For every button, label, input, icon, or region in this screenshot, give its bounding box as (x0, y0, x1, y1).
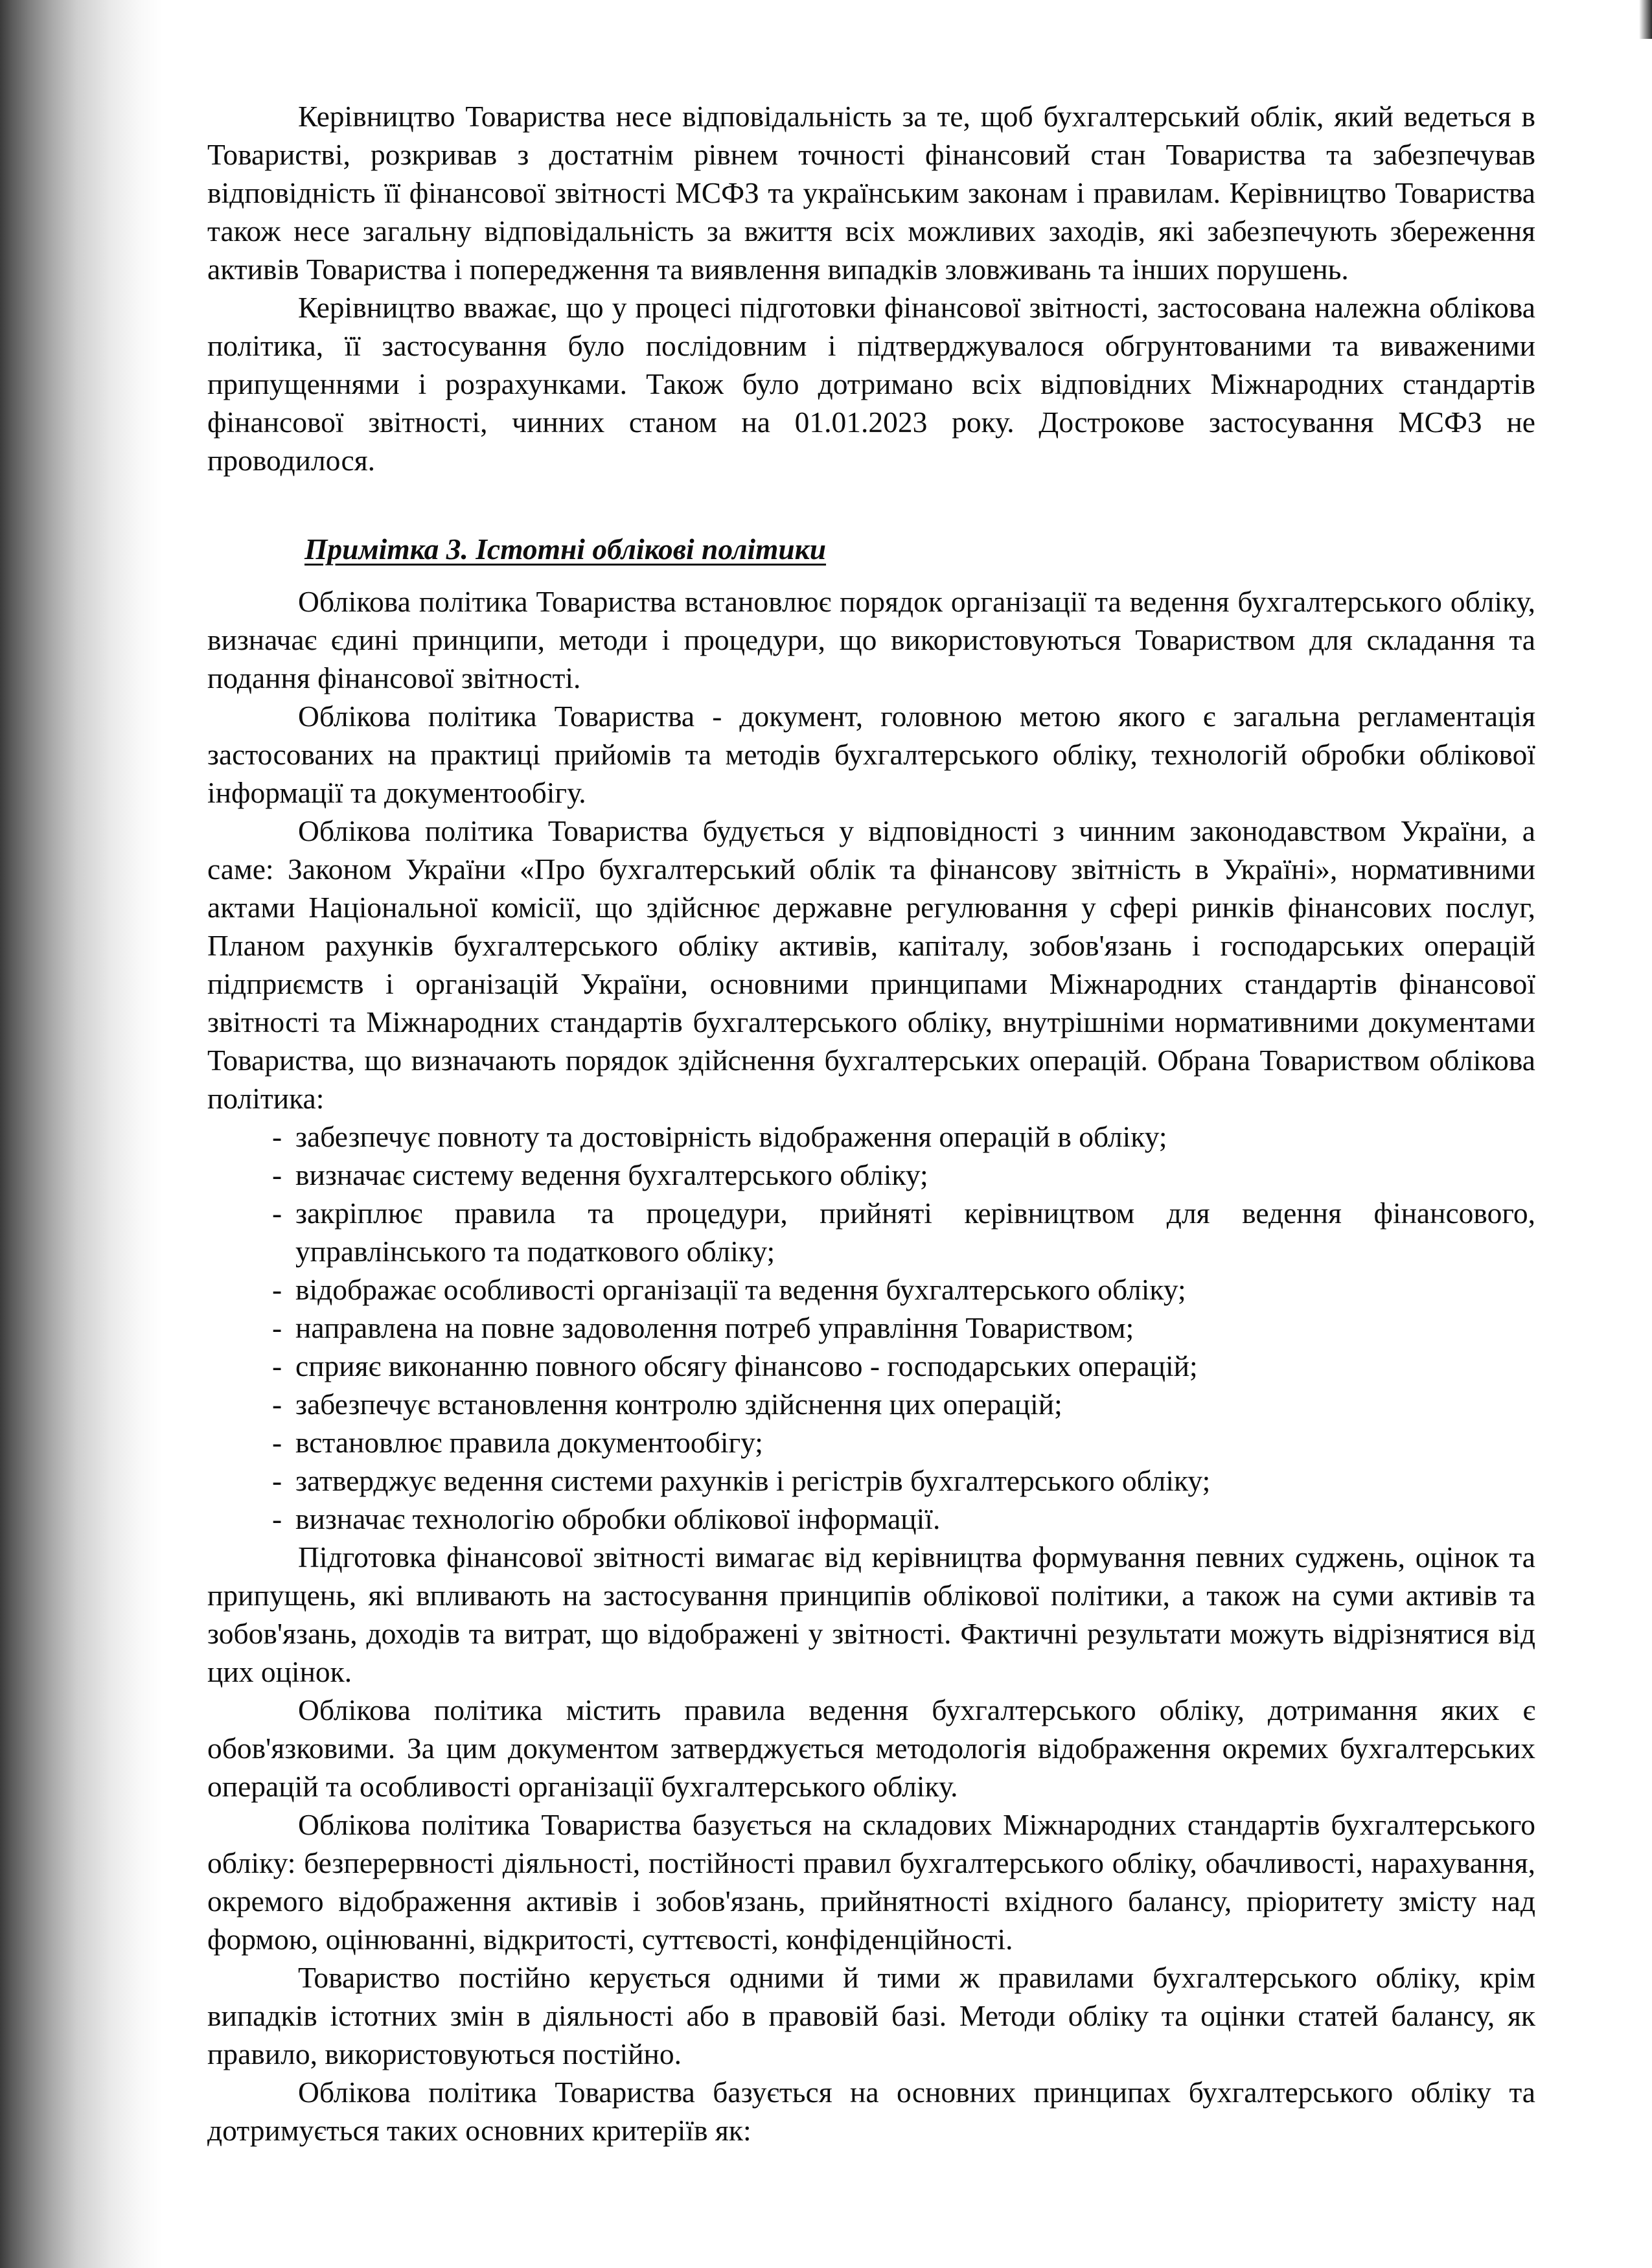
list-item: - направлена на повне задоволення потреб управління Товариством; (272, 1311, 1134, 1344)
paragraph-policy-legislation: Облікова політика Товариства будується у відповідності з чинним законодавством України, а саме: Законом України «Про бухгалтерський облік та фінансову звітність в Україні», нормативними актами Національної комісії, що здійснює державне регулювання у сфері ринків фінансових послуг, Планом рахунків бухгалтерського обліку активів, капіталу, зобов'язань і господарських операцій підприємств і організацій України, основними принципами Міжнародних стандартів фінансової звітності та Міжнародних стандартів бухгалтерського обліку, внутрішніми нормативними документами Товариства, що визначають порядок здійснення бухгалтерських операцій. Обрана Товариством облікова політика: (207, 814, 1535, 1115)
list-item: - затверджує ведення системи рахунків і регістрів бухгалтерського обліку; (272, 1464, 1211, 1497)
paragraph-policy-establishes: Облікова політика Товариства встановлює порядок організації та ведення бухгалтерського обліку, визначає єдині принципи, методи і процедури, що використовуються Товариством для складання та подання фінансової звітності. (207, 585, 1535, 694)
list-item: - сприяє виконанню повного обсягу фінансово - господарських операцій; (272, 1349, 1198, 1382)
policy-bullet-list (207, 1117, 1535, 1538)
paragraph-policy-document: Облікова політика Товариства - документ, головною метою якого є загальна регламентація застосованих на практиці прийомів та методів бухгалтерського обліку, технологій обробки облікової інформації та документообігу. (207, 700, 1535, 809)
paragraph-estimates: Підготовка фінансової звітності вимагає від керівництва формування певних суджень, оцінок та припущень, які впливають на застосування принципів облікової політики, а також на суми активів та зобов'язань, доходів та витрат, що відображені у звітності. Фактичні результати можуть відрізнятися від цих оцінок. (207, 1541, 1535, 1688)
paragraph-mandatory-rules: Облікова політика містить правила ведення бухгалтерського обліку, дотримання яких є обов'язковими. За цим документом затверджується методологія відображення окремих бухгалтерських операцій та особливості організації бухгалтерського обліку. (207, 1693, 1535, 1803)
list-item: - встановлює правила документообігу; (272, 1426, 763, 1459)
scan-shadow-left (0, 0, 162, 2268)
paragraph-management-responsibility: Керівництво Товариства несе відповідальність за те, щоб бухгалтерський облік, який ведеться в Товаристві, розкривав з достатнім рівнем точності фінансовий стан Товариства та забезпечував відповідність її фінансової звітності МСФЗ та українським законам і правилам. Керівництво Товариства також несе загальну відповідальність за вжиття всіх можливих заходів, які забезпечують збереження активів Товариства і попередження та виявлення випадків зловживань та інших порушень. (207, 100, 1535, 286)
list-item: - визначає систему ведення бухгалтерського обліку; (272, 1158, 928, 1191)
list-item: - забезпечує встановлення контролю здійснення цих операцій; (272, 1388, 1062, 1421)
list-item: - визначає технологію обробки облікової інформації. (272, 1502, 941, 1535)
paragraph-ias-components: Облікова політика Товариства базується на складових Міжнародних стандартів бухгалтерського обліку: безперервності діяльності, постійності правил бухгалтерського обліку, обачливості, нарахування, окремого відображення активів і зобов'язань, прийнятності вхідного балансу, пріоритету змісту над формою, оцінюванні, відкритості, суттєвості, конфіденційності. (207, 1808, 1535, 1956)
paragraph-criteria-intro: Облікова політика Товариства базується на основних принципах бухгалтерського обліку та дотримується таких основних критеріїв як: (207, 2076, 1535, 2147)
list-item: - закріплює правила та процедури, прийняті керівництвом для ведення фінансового, управлінського та податкового обліку; (272, 1197, 1535, 1268)
section-heading-note-3: Примітка 3. Істотні облікові політики (304, 533, 827, 566)
paragraph-management-belief: Керівництво вважає, що у процесі підготовки фінансової звітності, застосована належна облікова політика, її застосування було послідовним і підтверджувалося обгрунтованими та виваженими припущеннями і розрахунками. Також було дотримано всіх відповідних Міжнародних стандартів фінансової звітності, чинних станом на 01.01.2023 року. Дострокове застосування МСФЗ не проводилося. (207, 291, 1535, 477)
list-item: - відображає особливості організації та ведення бухгалтерського обліку; (272, 1273, 1186, 1306)
document-page (207, 97, 1535, 2149)
list-item: - забезпечує повноту та достовірність відображення операцій в обліку; (272, 1120, 1167, 1153)
scan-shadow-corner (1639, 0, 1652, 39)
paragraph-consistency: Товариство постійно керується одними й тими ж правилами бухгалтерського обліку, крім випадків істотних змін в діяльності або в правовій базі. Методи обліку та оцінки статей балансу, як правило, використовуються постійно. (207, 1961, 1535, 2070)
